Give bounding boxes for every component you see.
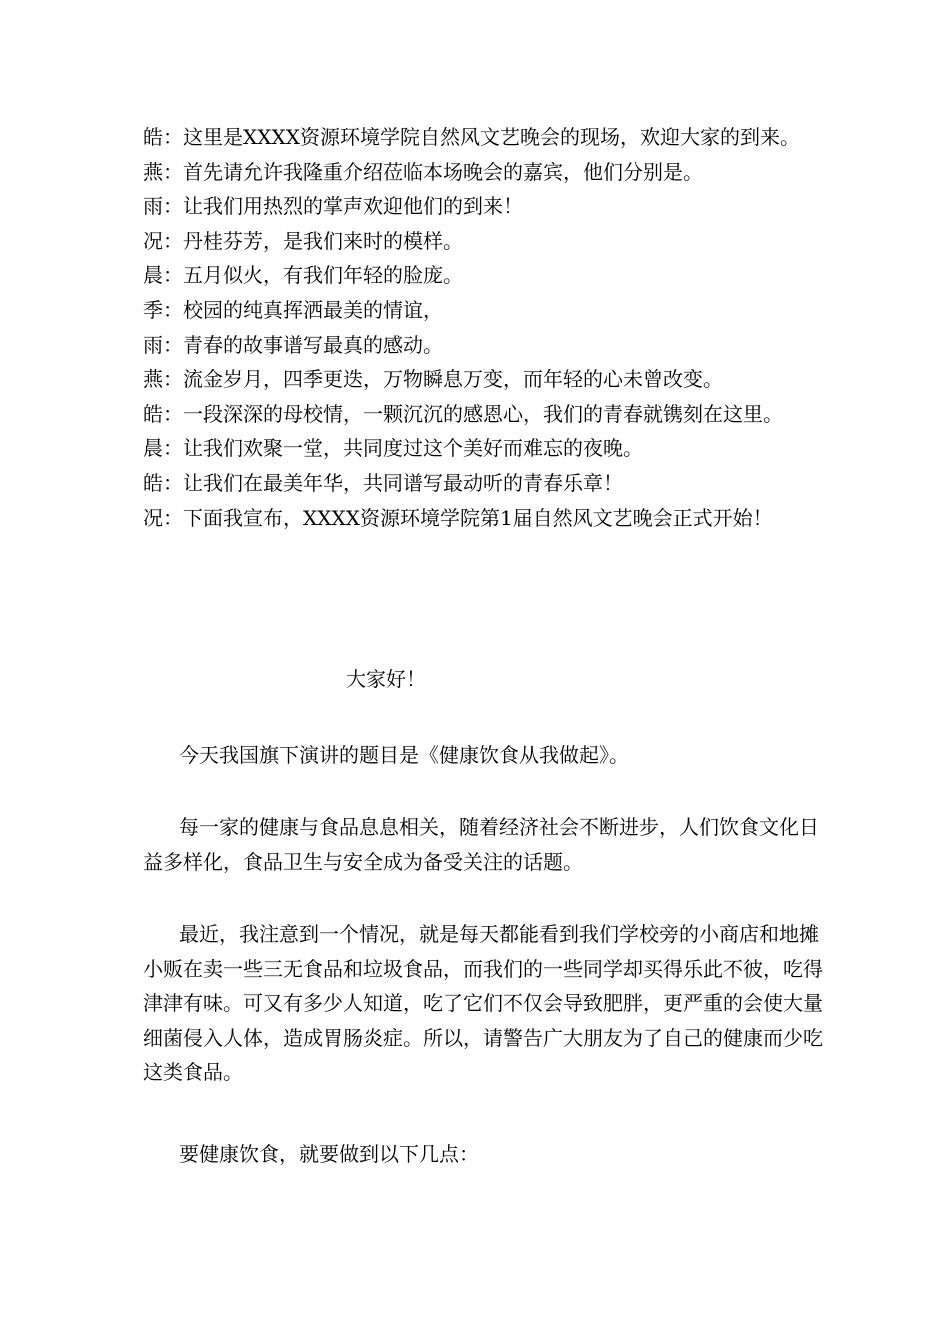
- speech-paragraph: 每一家的健康与食品息息相关，随着经济社会不断进步，人们饮食文化日益多样化，食品卫生与安全成为备受关注的话题。: [143, 815, 819, 874]
- script-line: 况：丹桂芬芳，是我们来时的模样。: [143, 228, 463, 253]
- speech-greeting: 大家好！: [346, 667, 426, 691]
- script-line: 况：下面我宣布，XXXX资源环境学院第1届自然风文艺晚会正式开始！: [143, 505, 773, 530]
- script-line: 雨：让我们用热烈的掌声欢迎他们的到来！: [143, 194, 523, 219]
- speech-paragraph: 今天我国旗下演讲的题目是《健康饮食从我做起》。: [179, 743, 629, 767]
- script-line: 皓：这里是XXXX资源环境学院自然风文艺晚会的现场，欢迎大家的到来。: [143, 125, 800, 149]
- speech-paragraph: 要健康饮食，就要做到以下几点：: [179, 1142, 479, 1166]
- speech-paragraph: 最近，我注意到一个情况，就是每天都能看到我们学校旁的小商店和地摊小贩在卖一些三无食品和垃圾食品，而我们的一些同学却买得乐此不彼，吃得津津有味。可又有多少人知道，吃了它们不仅会导致肥胖，更严重的会使大量细菌侵入人体，造成胃肠炎症。所以，请警告广大朋友为了自己的健康而少吃这类食品。: [143, 922, 823, 1084]
- script-line: 雨：青春的故事谱写最真的感动。: [143, 332, 443, 357]
- script-line: 燕：流金岁月，四季更迭，万物瞬息万变，而年轻的心未曾改变。: [143, 367, 723, 392]
- script-line: 季：校园的纯真挥洒最美的情谊，: [143, 297, 443, 322]
- script-line: 晨：五月似火，有我们年轻的脸庞。: [143, 263, 463, 288]
- script-line: 皓：一段深深的母校情，一颗沉沉的感恩心，我们的青春就镌刻在这里。: [143, 401, 783, 426]
- script-line: 皓：让我们在最美年华，共同谱写最动听的青春乐章！: [143, 470, 623, 495]
- script-line: 晨：让我们欢聚一堂，共同度过这个美好而难忘的夜晚。: [143, 436, 643, 461]
- host-script: [143, 120, 823, 535]
- script-line: 燕：首先请允许我隆重介绍莅临本场晚会的嘉宾，他们分别是。: [143, 159, 703, 184]
